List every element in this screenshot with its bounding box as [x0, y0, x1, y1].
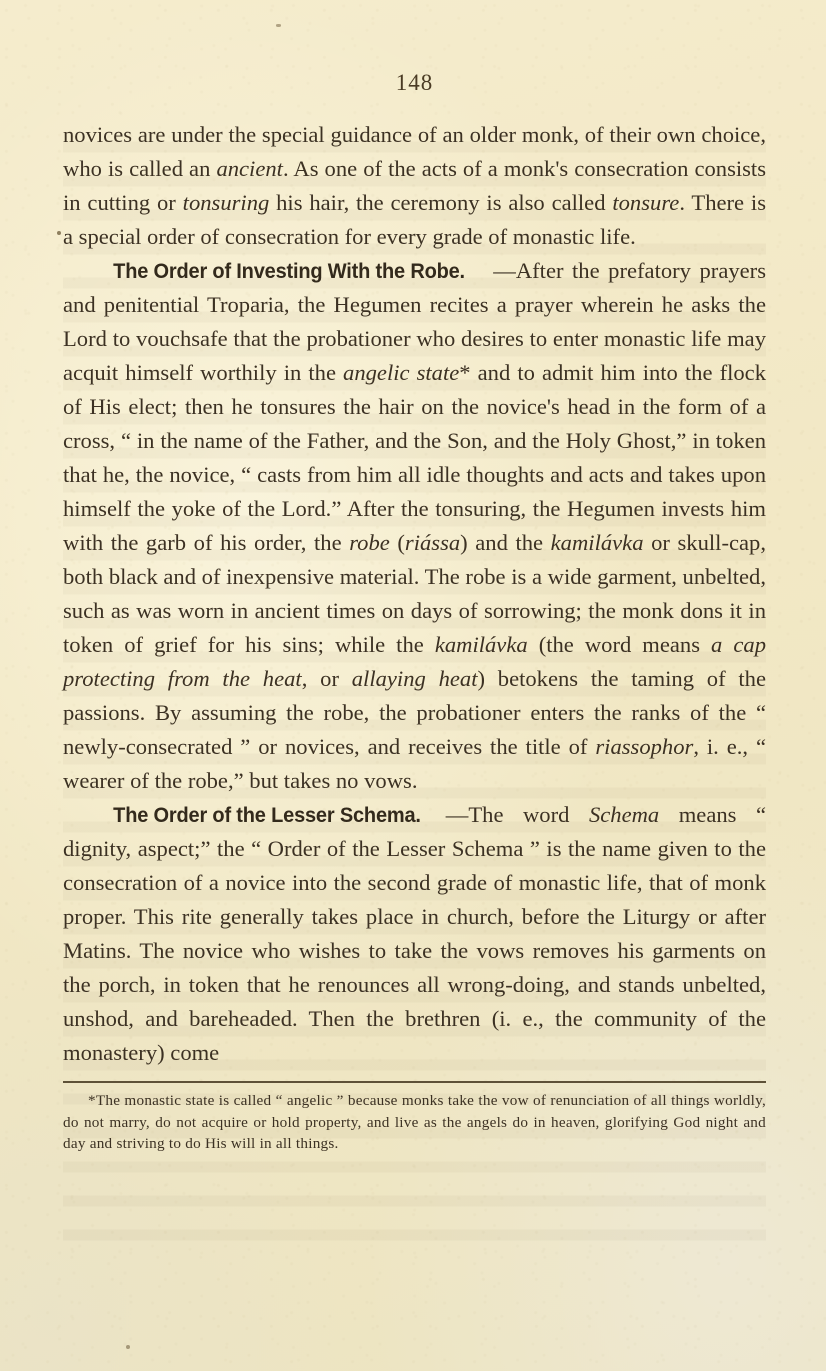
stray-ink-mark [57, 231, 61, 235]
stray-speck-bottom [126, 1345, 130, 1349]
footnote-separator-rule [63, 1081, 766, 1083]
footnote-marker: * [459, 360, 471, 385]
para2-text-4: ) and the [460, 530, 551, 555]
para2-italic-angelic-state: angelic state [343, 360, 460, 385]
para2-text-7: , or [301, 666, 352, 691]
para3-dash: — [445, 802, 469, 827]
para2-dash: — [493, 258, 516, 283]
heading-order-of-the-lesser-schema: The Order of the Lesser Schema. [113, 803, 421, 827]
page-number: 148 [395, 70, 434, 95]
heading-order-of-investing-with-the-robe: The Order of Investing With the Robe. [113, 259, 465, 283]
para1-text-2: . As one of the acts of a monk's consecration consists in cutting or [63, 156, 766, 215]
para1-text-3: his hair, the ceremony is also called [269, 190, 613, 215]
para2-italic-riassophor: riassophor [595, 734, 694, 759]
para2-text-6: (the word means [527, 632, 712, 657]
para2-text-5: or skull-cap, both black and of inexpensive material. The robe is a wide garment, unbelted, such as was worn in ancient times on days of sorrowing; the monk dons it in token of grief for his sins; while the [63, 530, 766, 657]
para1-italic-tonsure: tonsure [612, 190, 680, 215]
para1-text-1: novices are under the special guidance of an older monk, of their own choice, who is called an [63, 122, 766, 181]
para2-text-2: and to admit him into the flock of His elect; then he tonsures the hair on the novice's head in the form of a cross, “ in the name of the Father, and the Son, and the Holy Ghost,” in token that he, the novice, “ casts from him all idle thoughts and acts and takes upon himself the yoke of the Lord.” After the tonsuring, the Hegumen invests him with the garb of his order, the [63, 360, 766, 555]
para1-text-4: . There is a special order of consecration for every grade of monastic life. [63, 190, 766, 249]
para2-italic-riassa: riássa [404, 530, 461, 555]
para3-text-1: The word [468, 802, 589, 827]
para2-text-8: ) betokens the taming of the passions. By assuming the robe, the probationer enters the ranks of the “ newly-consecrated ” or novices, and receives the title of [63, 666, 766, 759]
para1-italic-ancient: ancient [216, 156, 283, 181]
footnote-text: *The monastic state is called “ angelic ” because monks take the vow of renunciation of all things worldly, do not marry, do not acquire or hold property, and live as the angels do in heaven, glorifying God night and day and striving to do His will in all things. [63, 1092, 766, 1152]
paragraph-investing-with-the-robe [63, 254, 766, 798]
para2-text-3: ( [389, 530, 405, 555]
paragraph-lesser-schema [63, 798, 766, 1070]
para2-italic-kamilavka-1: kamilávka [550, 530, 644, 555]
para2-italic-robe: robe [349, 530, 390, 555]
para2-italic-kamilavka-2: kamilávka [434, 632, 528, 657]
para2-text-1: After the prefatory prayers and penitential Troparia, the Hegumen recites a prayer wherein he asks the Lord to vouchsafe that the probationer who desires to enter monastic life may acquit himself worthily in the [63, 258, 766, 385]
para1-italic-tonsuring: tonsuring [182, 190, 270, 215]
paragraph-intro [63, 118, 766, 254]
para2-text-9: , i. e., “ wearer of the robe,” but takes no vows. [63, 734, 767, 793]
para3-italic-schema: Schema [588, 802, 660, 827]
text-block [63, 0, 766, 1155]
para3-text-2: means “ dignity, aspect;” the “ Order of the Lesser Schema ” is the name given to the consecration of a novice into the second grade of monastic life, that of monk proper. This rite generally takes place in church, before the Liturgy or after Matins. The novice who wishes to take the vows removes his garments on the porch, in token that he renounces all wrong-doing, and stands unbelted, unshod, and bareheaded. Then the brethren (i. e., the community of the monastery) come [63, 802, 767, 1065]
para2-italic-cap-protecting: a cap protecting from the heat [63, 632, 766, 691]
para2-italic-allaying-heat: allaying heat [351, 666, 478, 691]
